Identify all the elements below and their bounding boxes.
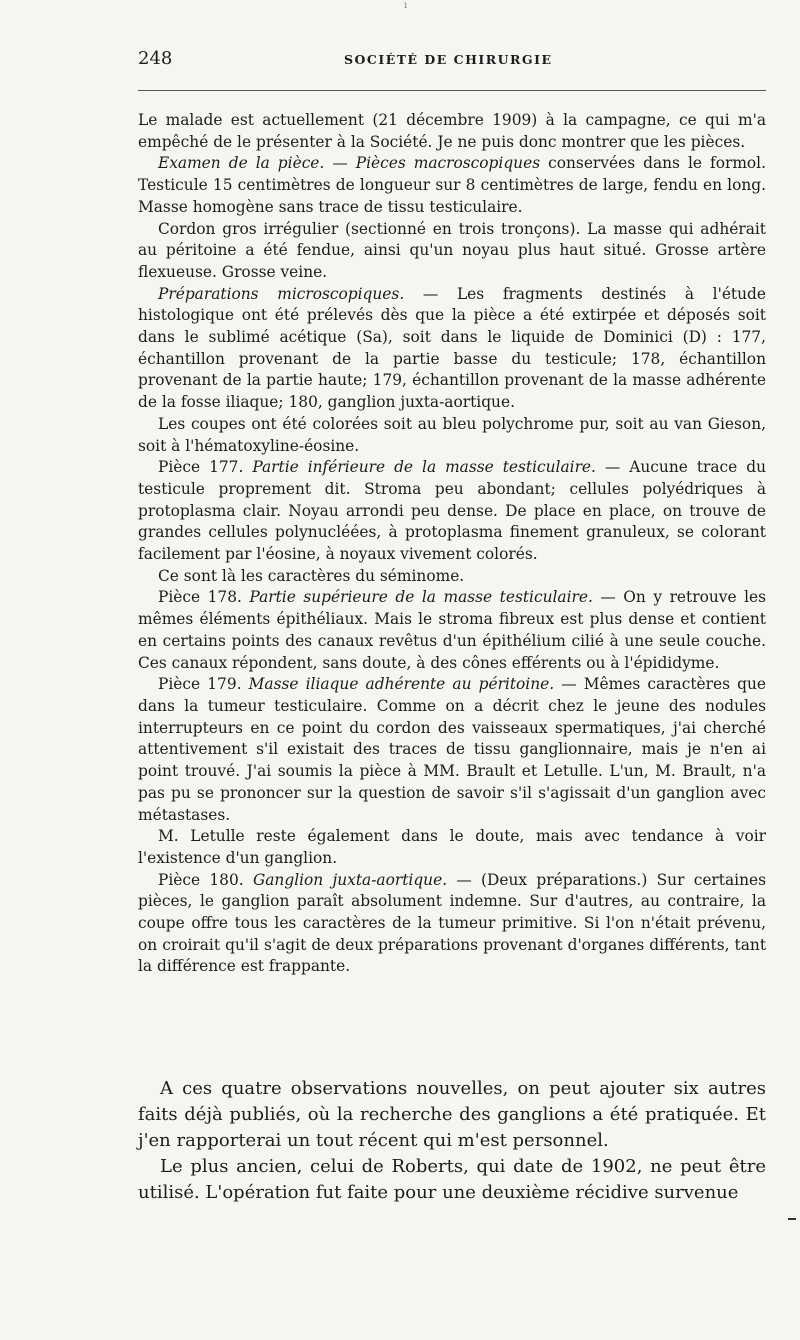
paragraph: M. Letulle reste également dans le doute, mais avec tendance à voir l'existence d'un ganglion. bbox=[138, 827, 766, 867]
margin-mark: ı bbox=[404, 0, 408, 11]
margin-dash bbox=[788, 1218, 796, 1220]
paragraph: Examen de la pièce. — Pièces macroscopiques conservées dans le formol. Testicule 15 centimètres de longueur sur 8 centimètres de large, fendu en long. Masse homogène sans trace de tissu testiculaire. bbox=[138, 154, 766, 216]
paragraph-lead: Masse iliaque adhérente au péritoine. bbox=[248, 675, 555, 694]
running-title: SOCIÉTÉ DE CHIRURGIE bbox=[344, 52, 553, 67]
paragraph: Ce sont là les caractères du séminome. bbox=[158, 566, 465, 585]
paragraph: Cordon gros irrégulier (sectionné en trois tronçons). La masse qui adhérait au péritoine a été fendue, ainsi qu'un noyau plus haut situé. Grosse artère flexueuse. Grosse veine. bbox=[138, 219, 766, 281]
paragraph: A ces quatre observations nouvelles, on peut ajouter six autres faits déjà publiés, où la recherche des ganglions a été pratiquée. Et j'en rapporterai un tout récent qui m'est personnel. bbox=[138, 1078, 766, 1151]
paragraph: Préparations microscopiques. — Les fragments destinés à l'étude histologique ont été prélevés dès que la pièce a été extirpée et déposés soit dans le sublimé acétique (Sa), soit dans le liquide de Dominici (D) : 177, échantillon provenant de la partie basse du testicule; 178, échantillon provenant de la partie haute; 179, échantillon provenant de la masse adhérente de la fosse iliaque; 180, ganglion juxta-aortique. bbox=[138, 284, 766, 412]
paragraph: Pièce 180. Ganglion juxta-aortique. — (Deux préparations.) Sur certaines pièces, le ganglion paraît absolument indemne. Sur d'autres, au contraire, la coupe offre tous les caractères de la tumeur primitive. Si l'on n'était prévenu, on croirait qu'il s'agit de deux préparations provenant d'organes différents, tant la différence est frappante. bbox=[138, 870, 766, 976]
page-header bbox=[138, 48, 766, 78]
paragraph-lead: Préparations microscopiques. bbox=[158, 284, 405, 303]
paragraph: Pièce 179. Masse iliaque adhérente au péritoine. — Mêmes caractères que dans la tumeur testiculaire. Comme on a décrit chez le jeune des nodules interrupteurs en ce point du cordon des vaisseaux spermatiques, j'ai cherché attentivement s'il existait des traces de tissu ganglionnaire, mais je n'en ai point trouvé. J'ai soumis la pièce à MM. Brault et Letulle. L'un, M. Brault, n'a pas pu se prononcer sur la question de savoir s'il s'agissait d'un ganglion avec métastases. bbox=[138, 675, 766, 824]
paragraph-lead: Examen de la pièce. — Pièces macroscopiques bbox=[158, 154, 541, 173]
header-rule bbox=[138, 90, 766, 91]
paragraph: Pièce 178. Partie supérieure de la masse testiculaire. — On y retrouve les mêmes éléments épithéliaux. Mais le stroma fibreux est plus dense et contient en certains points des canaux revêtus d'un épithélium cilié à une seule couche. Ces canaux répondent, sans doute, à des cônes efférents ou à l'épididyme. bbox=[138, 588, 766, 672]
paragraph: Le malade est actuellement (21 décembre 1909) à la campagne, ce qui m'a empêché de le présenter à la Société. Je ne puis donc montrer que les pièces. bbox=[138, 111, 766, 151]
page-number: 248 bbox=[138, 48, 173, 69]
paragraph: Pièce 177. Partie inférieure de la masse testiculaire. — Aucune trace du testicule proprement dit. Stroma peu abondant; cellules polyédriques à protoplasma clair. Noyau arrondi peu dense. De place en place, on trouve de grandes cellules polynucléées, à protoplasma finement granuleux, se colorant facilement par l'éosine, à noyaux vivement colorés. bbox=[138, 458, 766, 564]
body-text-small bbox=[138, 110, 766, 978]
paragraph-lead: Ganglion juxta-aortique. bbox=[252, 870, 448, 889]
paragraph-lead: Partie inférieure de la masse testiculaire. bbox=[252, 458, 596, 477]
body-text-large bbox=[138, 1076, 766, 1206]
page bbox=[138, 48, 766, 976]
paragraph: Le plus ancien, celui de Roberts, qui date de 1902, ne peut être utilisé. L'opération fut faite pour une deuxième récidive survenue bbox=[138, 1156, 766, 1203]
paragraph-lead: Partie supérieure de la masse testiculaire. bbox=[249, 588, 593, 607]
paragraph: Les coupes ont été colorées soit au bleu polychrome pur, soit au van Gieson, soit à l'hématoxyline-éosine. bbox=[138, 414, 766, 455]
